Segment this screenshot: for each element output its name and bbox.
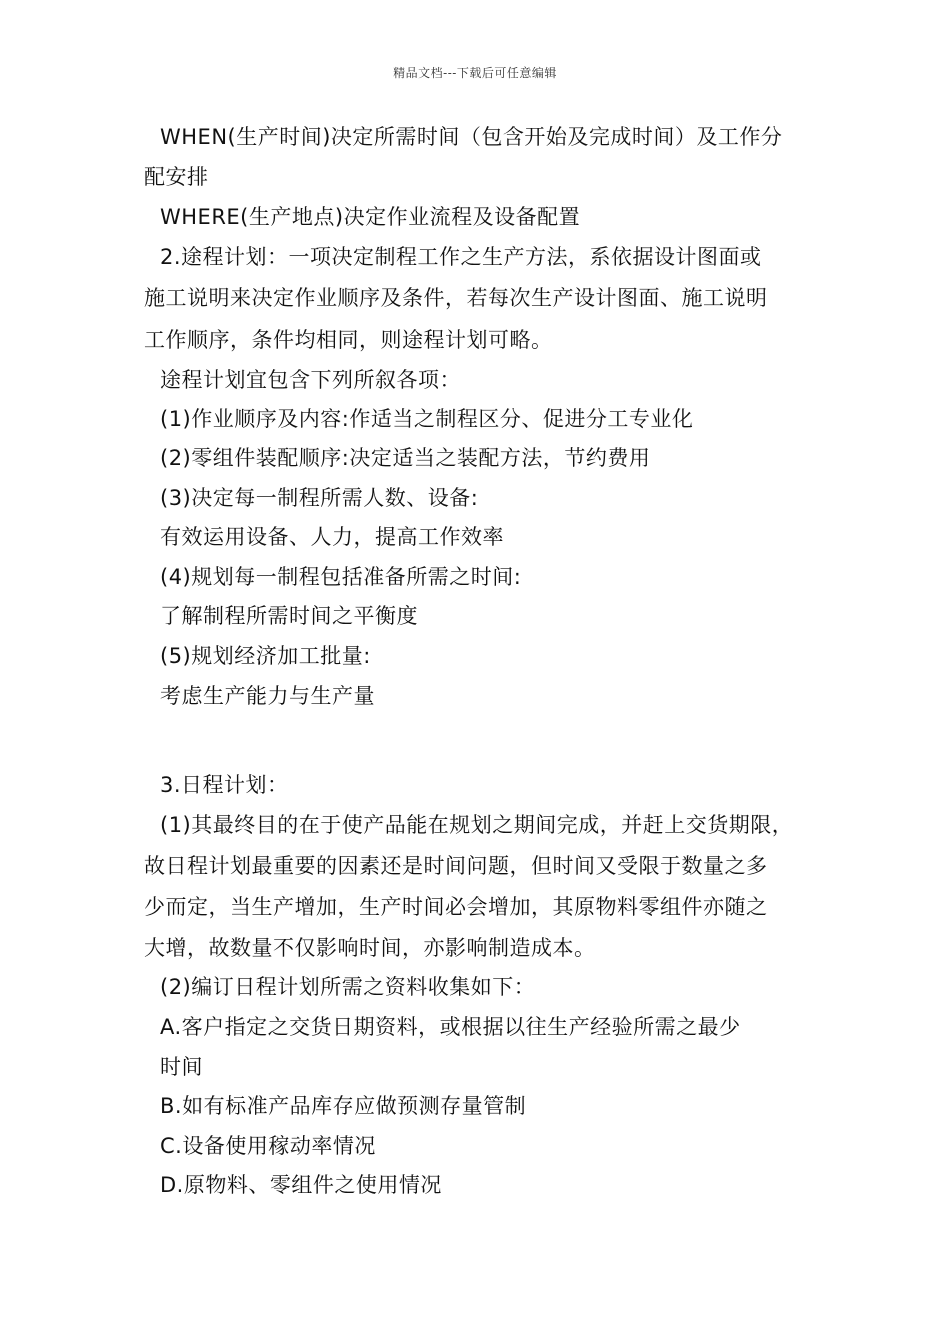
text-line: 配安排 xyxy=(144,165,209,189)
text-line: 故日程计划最重要的因素还是时间问题，但时间又受限于数量之多 xyxy=(144,854,768,878)
text-line: D.原物料、零组件之使用情况 xyxy=(160,1173,442,1197)
text-line: (2)零组件装配顺序:决定适当之装配方法，节约费用 xyxy=(160,446,651,470)
text-line: 3.日程计划： xyxy=(160,773,289,797)
text-line: (2)编订日程计划所需之资料收集如下： xyxy=(160,975,536,999)
text-line: C.设备使用稼动率情况 xyxy=(160,1134,376,1158)
text-line: 考虑生产能力与生产量 xyxy=(160,684,375,708)
text-line: 少而定，当生产增加，生产时间必会增加，其原物料零组件亦随之 xyxy=(144,895,768,919)
text-line: 时间 xyxy=(160,1055,203,1079)
text-line: (5)规划经济加工批量: xyxy=(160,644,371,668)
text-line: 了解制程所需时间之平衡度 xyxy=(160,604,418,628)
text-line: WHERE(生产地点)决定作业流程及设备配置 xyxy=(160,205,581,229)
text-line: 施工说明来决定作业顺序及条件，若每次生产设计图面、施工说明 xyxy=(144,286,768,310)
text-line: (1)作业顺序及内容:作适当之制程区分、促进分工专业化 xyxy=(160,407,694,431)
page-header: 精品文档---下载后可任意编辑 xyxy=(393,66,557,80)
text-line: WHEN(生产时间)决定所需时间（包含开始及完成时间）及工作分 xyxy=(160,125,783,149)
text-line: 大增，故数量不仅影响时间，亦影响制造成本。 xyxy=(144,936,596,960)
text-line: B.如有标准产品库存应做预测存量管制 xyxy=(160,1094,527,1118)
text-line: 工作顺序，条件均相同，则途程计划可略。 xyxy=(144,328,553,352)
text-line: 2.途程计划：一项决定制程工作之生产方法，系依据设计图面或 xyxy=(160,245,762,269)
text-line: 途程计划宜包含下列所叙各项： xyxy=(160,368,461,392)
text-line: (1)其最终目的在于使产品能在规划之期间完成，并赶上交货期限， xyxy=(160,813,794,837)
text-line: (3)决定每一制程所需人数、设备: xyxy=(160,486,479,510)
text-line: (4)规划每一制程包括准备所需之时间: xyxy=(160,565,522,589)
text-line: 有效运用设备、人力，提高工作效率 xyxy=(160,525,504,549)
text-line: A.客户指定之交货日期资料，或根据以往生产经验所需之最少 xyxy=(160,1015,741,1039)
